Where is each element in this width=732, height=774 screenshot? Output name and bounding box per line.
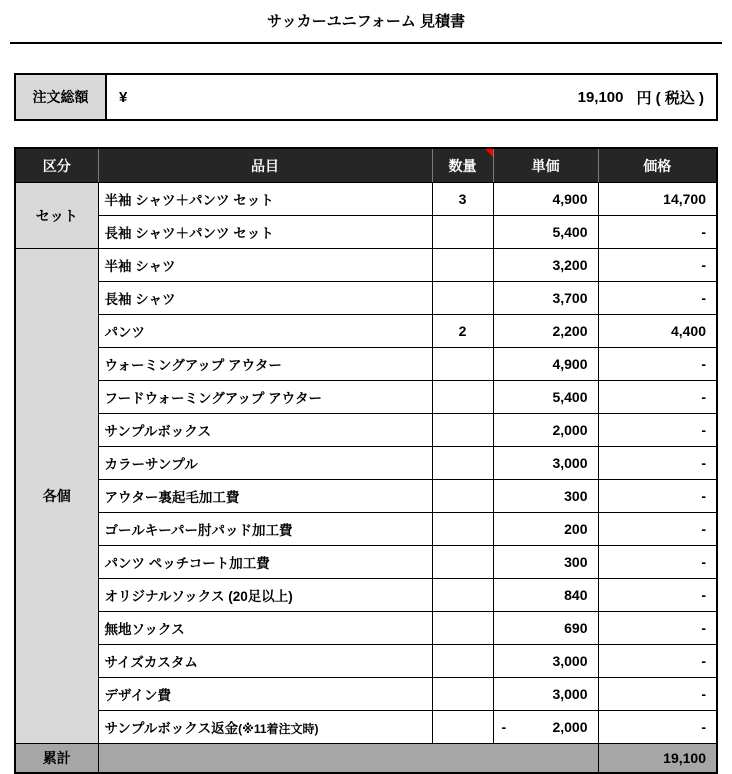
order-total-label[interactable]: 注文総額: [16, 75, 107, 119]
unit-price-cell[interactable]: 4,900: [493, 348, 598, 381]
quantity-cell[interactable]: [432, 612, 493, 645]
price-cell[interactable]: -: [598, 282, 717, 315]
price-cell[interactable]: -: [598, 414, 717, 447]
price-cell[interactable]: -: [598, 249, 717, 282]
quantity-cell[interactable]: [432, 480, 493, 513]
order-total-box: [14, 73, 718, 121]
item-note: (※11着注文時): [238, 722, 319, 736]
price-cell[interactable]: -: [598, 348, 717, 381]
column-header-unit-price[interactable]: 単価: [493, 148, 598, 183]
total-spacer-cell[interactable]: [98, 744, 598, 774]
quantity-cell[interactable]: [432, 282, 493, 315]
quantity-cell[interactable]: [432, 645, 493, 678]
category-cell[interactable]: セット: [15, 183, 98, 249]
item-row: [15, 678, 717, 711]
price-cell[interactable]: -: [598, 480, 717, 513]
item-name-cell[interactable]: サンプルボックス返金(※11着注文時): [98, 711, 432, 744]
item-row: [15, 612, 717, 645]
quantity-cell[interactable]: [432, 216, 493, 249]
quantity-cell[interactable]: [432, 249, 493, 282]
quantity-cell[interactable]: [432, 381, 493, 414]
unit-price-cell[interactable]: 2,200: [493, 315, 598, 348]
unit-price-cell[interactable]: 690: [493, 612, 598, 645]
price-cell[interactable]: -: [598, 579, 717, 612]
item-row: [15, 645, 717, 678]
quantity-cell[interactable]: [432, 678, 493, 711]
item-row: [15, 216, 717, 249]
item-name-cell[interactable]: オリジナルソックス (20足以上): [98, 579, 432, 612]
currency-symbol: ¥: [119, 88, 128, 106]
order-total-unit: 円 ( 税込 ): [636, 89, 704, 107]
item-row: [15, 579, 717, 612]
item-row: [15, 447, 717, 480]
column-header-qty[interactable]: [432, 148, 493, 183]
quantity-cell[interactable]: [432, 579, 493, 612]
item-row: [15, 315, 717, 348]
unit-price-cell[interactable]: 3,200: [493, 249, 598, 282]
unit-price-cell[interactable]: 3,000: [493, 678, 598, 711]
price-cell[interactable]: -: [598, 678, 717, 711]
item-row: [15, 414, 717, 447]
price-cell[interactable]: 4,400: [598, 315, 717, 348]
unit-price-cell[interactable]: 300: [493, 546, 598, 579]
item-name-cell[interactable]: サンプルボックス: [98, 414, 432, 447]
item-name-cell[interactable]: ウォーミングアップ アウター: [98, 348, 432, 381]
unit-price-cell[interactable]: 3,700: [493, 282, 598, 315]
category-cell[interactable]: 各個: [15, 249, 98, 744]
item-name-cell[interactable]: パンツ ペッチコート加工費: [98, 546, 432, 579]
unit-price-cell[interactable]: 5,400: [493, 216, 598, 249]
unit-price-cell[interactable]: 840: [493, 579, 598, 612]
quantity-cell[interactable]: 3: [432, 183, 493, 216]
price-cell[interactable]: -: [598, 711, 717, 744]
quantity-cell[interactable]: 2: [432, 315, 493, 348]
unit-price-cell[interactable]: 3,000: [493, 447, 598, 480]
unit-price-value: 2,000: [552, 719, 588, 735]
item-row: [15, 513, 717, 546]
column-header-price[interactable]: 価格: [598, 148, 717, 183]
price-cell[interactable]: 14,700: [598, 183, 717, 216]
title-divider: [10, 42, 722, 44]
column-header-category[interactable]: 区分: [15, 148, 98, 183]
unit-price-cell[interactable]: [493, 711, 598, 744]
unit-price-cell[interactable]: 4,900: [493, 183, 598, 216]
item-row: [15, 249, 717, 282]
quote-table: [14, 147, 718, 774]
quantity-cell[interactable]: [432, 546, 493, 579]
item-name-cell[interactable]: 半袖 シャツ: [98, 249, 432, 282]
column-header-item[interactable]: 品目: [98, 148, 432, 183]
price-cell[interactable]: -: [598, 612, 717, 645]
price-cell[interactable]: -: [598, 645, 717, 678]
total-row: [15, 744, 717, 774]
item-name-cell[interactable]: カラーサンプル: [98, 447, 432, 480]
total-label-cell[interactable]: 累計: [15, 744, 98, 774]
negative-sign: -: [501, 719, 507, 735]
item-name-cell[interactable]: 長袖 シャツ: [98, 282, 432, 315]
unit-price-cell[interactable]: 200: [493, 513, 598, 546]
item-name-cell[interactable]: 無地ソックス: [98, 612, 432, 645]
table-header-row: [15, 148, 717, 183]
order-total-amount: 19,100: [577, 88, 624, 106]
price-cell[interactable]: -: [598, 513, 717, 546]
unit-price-cell[interactable]: 300: [493, 480, 598, 513]
unit-price-cell[interactable]: 5,400: [493, 381, 598, 414]
price-cell[interactable]: -: [598, 381, 717, 414]
item-row: [15, 282, 717, 315]
price-cell[interactable]: -: [598, 546, 717, 579]
quantity-cell[interactable]: [432, 414, 493, 447]
unit-price-cell[interactable]: 3,000: [493, 645, 598, 678]
item-row: [15, 711, 717, 744]
item-row: [15, 348, 717, 381]
quantity-cell[interactable]: [432, 348, 493, 381]
item-name-cell[interactable]: デザイン費: [98, 678, 432, 711]
comment-marker-icon: [485, 149, 493, 157]
price-cell[interactable]: -: [598, 216, 717, 249]
quantity-cell[interactable]: [432, 513, 493, 546]
item-row: [15, 381, 717, 414]
item-name-cell[interactable]: パンツ: [98, 315, 432, 348]
item-row: [15, 480, 717, 513]
item-row: [15, 183, 717, 216]
column-header-qty-label: 数量: [448, 157, 477, 174]
item-name-cell[interactable]: ゴールキーパー肘パッド加工費: [98, 513, 432, 546]
item-name-cell[interactable]: フードウォーミングアップ アウター: [98, 381, 432, 414]
item-name-cell[interactable]: 半袖 シャツ＋パンツ セット: [98, 183, 432, 216]
total-value-cell[interactable]: 19,100: [598, 744, 717, 774]
item-name-cell[interactable]: サイズカスタム: [98, 645, 432, 678]
quantity-cell[interactable]: [432, 447, 493, 480]
quantity-cell[interactable]: [432, 711, 493, 744]
page-title: サッカーユニフォーム 見積書: [266, 13, 466, 30]
item-row: [15, 546, 717, 579]
unit-price-cell[interactable]: 2,000: [493, 414, 598, 447]
items-body: [15, 183, 717, 744]
item-name-cell[interactable]: アウター裏起毛加工費: [98, 480, 432, 513]
order-total-value-cell[interactable]: [107, 75, 716, 119]
item-name-cell[interactable]: 長袖 シャツ＋パンツ セット: [98, 216, 432, 249]
price-cell[interactable]: -: [598, 447, 717, 480]
